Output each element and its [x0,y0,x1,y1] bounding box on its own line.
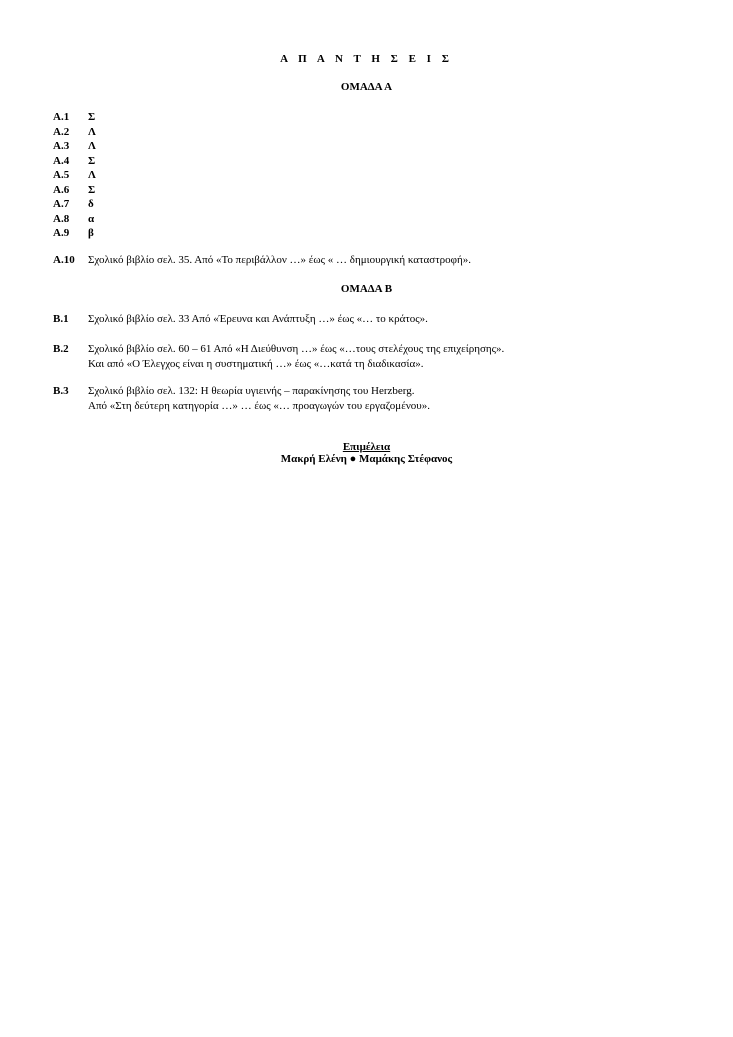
answer-row [53,183,96,198]
answer-text: Σχολικό βιβλίο σελ. 33 Από «Έρευνα και Ανάπτυξη …» έως «… το κράτος». [88,313,428,325]
answer-row [53,139,96,154]
question-number: Β.3 [53,385,69,397]
answer-row [53,125,96,140]
question-number: Β.1 [53,313,69,325]
answer-value: Λ [88,140,96,152]
answer-value: Λ [88,169,96,181]
question-number: Α.10 [53,254,75,266]
question-number: Α.6 [53,183,70,196]
answer-value: δ [88,198,94,210]
answer-row [53,110,96,125]
answer-text-line-2: Και από «Ο Έλεγχος είναι η συστηματική …» έως «…κατά τη διαδικασία». [88,358,424,370]
answer-text-line-1: Σχολικό βιβλίο σελ. 60 – 61 Από «Η Διεύθυνση …» έως «…τους στελέχους της επιχείρησης». [88,343,505,355]
question-number: Α.1 [53,111,70,123]
group-b-heading: ΟΜΑΔΑ Β [340,283,393,295]
answer-value: α [88,212,95,225]
answer-value: Σ [88,183,96,196]
question-number: Α.4 [53,154,70,167]
answer-row [53,154,96,169]
question-number: Β.2 [53,343,69,355]
answer-text-line-2: Από «Στη δεύτερη κατηγορία …» … έως «… προαγωγών του εργαζομένου». [88,400,430,412]
question-number: Α.8 [53,212,70,225]
answer-row [53,197,96,212]
question-number: Α.7 [53,198,70,210]
answer-value: β [88,227,94,239]
page-title: Α Π Α Ν Τ Η Σ Ε Ι Σ [280,53,453,65]
answer-value: Σ [88,154,96,167]
answer-text: Σχολικό βιβλίο σελ. 35. Από «Το περιβάλλον …» έως « … δημιουργική καταστροφή». [88,254,471,266]
group-a-heading: ΟΜΑΔΑ Α [340,81,393,93]
short-answers-list [53,110,96,241]
answer-value: Λ [88,125,96,138]
credits-label: Επιμέλεια [342,441,391,453]
answer-text-line-1: Σχολικό βιβλίο σελ. 132: Η θεωρία υγιεινής – παρακίνησης του Herzberg. [88,385,415,397]
question-number: Α.9 [53,227,70,239]
question-number: Α.5 [53,169,70,181]
answer-row [53,226,96,241]
question-number: Α.3 [53,140,70,152]
credits-names: Μακρή Ελένη ● Μαμάκης Στέφανος [280,453,453,465]
answer-value: Σ [88,111,96,123]
answer-row [53,212,96,227]
question-number: Α.2 [53,125,70,138]
answer-row [53,168,96,183]
credits [0,441,733,465]
